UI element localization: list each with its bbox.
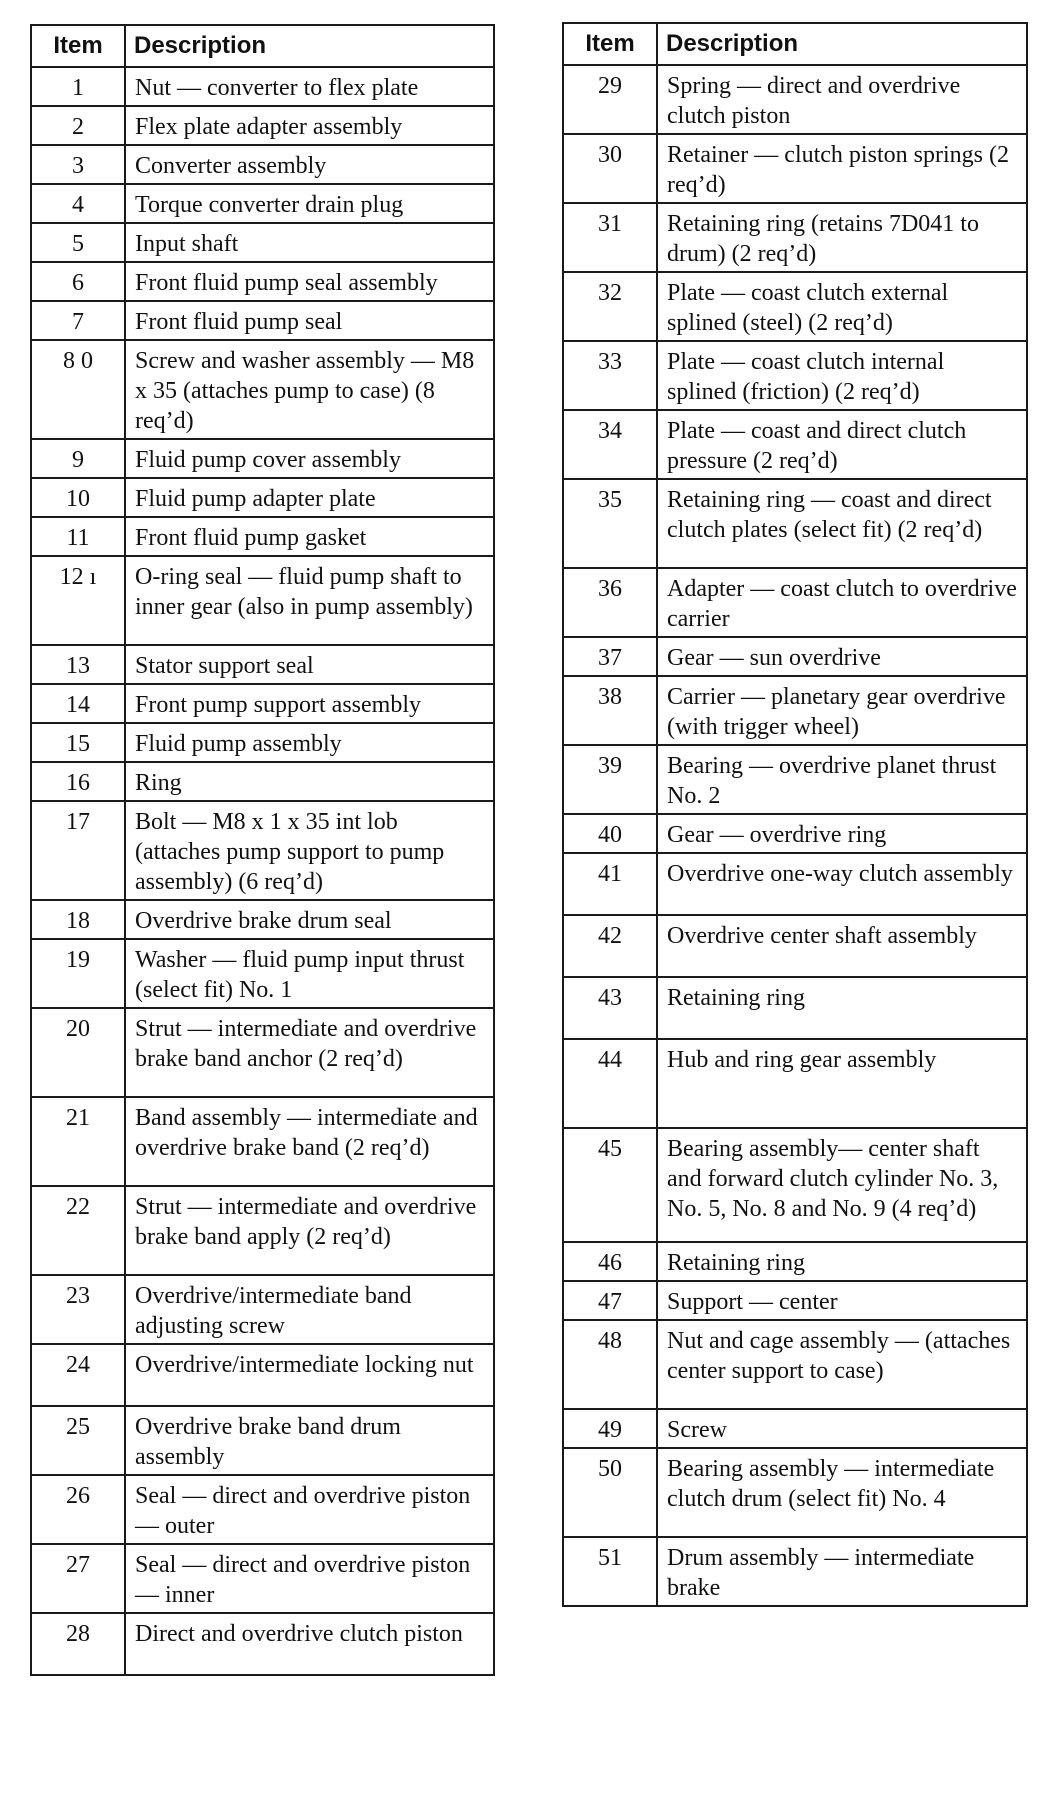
item-number: 50	[563, 1448, 657, 1537]
item-description: Bearing assembly — intermediate clutch drum (select fit) No. 4	[657, 1448, 1027, 1537]
table-row	[31, 556, 494, 645]
item-number: 2	[31, 106, 125, 145]
table-row	[31, 1613, 494, 1675]
item-description: Converter assembly	[125, 145, 494, 184]
table-row	[563, 814, 1027, 853]
table-row	[563, 745, 1027, 814]
item-description: Retaining ring	[657, 977, 1027, 1039]
table-row	[563, 341, 1027, 410]
table-row	[31, 1097, 494, 1186]
item-description: Front pump support assembly	[125, 684, 494, 723]
item-description: Overdrive brake drum seal	[125, 900, 494, 939]
item-number: 31	[563, 203, 657, 272]
item-description: Front fluid pump seal	[125, 301, 494, 340]
item-number: 29	[563, 65, 657, 134]
item-description: Input shaft	[125, 223, 494, 262]
table-row	[563, 915, 1027, 977]
table-row	[31, 106, 494, 145]
table-row	[31, 478, 494, 517]
item-description: Retaining ring	[657, 1242, 1027, 1281]
table-row	[563, 853, 1027, 915]
item-description: Band assembly — intermediate and overdrive brake band (2 req’d)	[125, 1097, 494, 1186]
item-description: Screw	[657, 1409, 1027, 1448]
parts-table-right-body	[563, 65, 1027, 1606]
table-row	[31, 1344, 494, 1406]
table-row	[31, 517, 494, 556]
item-description: Gear — sun overdrive	[657, 637, 1027, 676]
table-row	[31, 684, 494, 723]
item-description: Strut — intermediate and overdrive brake band apply (2 req’d)	[125, 1186, 494, 1275]
item-number: 16	[31, 762, 125, 801]
item-description: Spring — direct and overdrive clutch piston	[657, 65, 1027, 134]
item-number: 13	[31, 645, 125, 684]
item-number: 11	[31, 517, 125, 556]
item-number: 45	[563, 1128, 657, 1242]
table-row	[563, 1281, 1027, 1320]
item-number: 34	[563, 410, 657, 479]
table-row	[563, 1409, 1027, 1448]
item-number: 30	[563, 134, 657, 203]
item-number: 32	[563, 272, 657, 341]
item-number: 22	[31, 1186, 125, 1275]
item-description: Torque converter drain plug	[125, 184, 494, 223]
table-row	[31, 1406, 494, 1475]
item-description: O-ring seal — fluid pump shaft to inner gear (also in pump assembly)	[125, 556, 494, 645]
item-number: 17	[31, 801, 125, 900]
item-description: Plate — coast clutch external splined (steel) (2 req’d)	[657, 272, 1027, 341]
item-description: Overdrive one-way clutch assembly	[657, 853, 1027, 915]
table-row	[31, 145, 494, 184]
item-description: Gear — overdrive ring	[657, 814, 1027, 853]
header-row	[31, 25, 494, 67]
table-row	[31, 1008, 494, 1097]
item-number: 19	[31, 939, 125, 1008]
table-row	[31, 340, 494, 439]
item-number: 1	[31, 67, 125, 106]
table-row	[31, 801, 494, 900]
item-number: 38	[563, 676, 657, 745]
item-number: 44	[563, 1039, 657, 1128]
item-number: 21	[31, 1097, 125, 1186]
item-description: Nut and cage assembly — (attaches center support to case)	[657, 1320, 1027, 1409]
table-row	[31, 1186, 494, 1275]
item-description: Washer — fluid pump input thrust (select fit) No. 1	[125, 939, 494, 1008]
table-row	[31, 262, 494, 301]
table-row	[563, 410, 1027, 479]
item-number: 42	[563, 915, 657, 977]
table-row	[563, 65, 1027, 134]
item-number: 47	[563, 1281, 657, 1320]
item-description: Ring	[125, 762, 494, 801]
item-number: 24	[31, 1344, 125, 1406]
item-number: 18	[31, 900, 125, 939]
table-row	[31, 939, 494, 1008]
item-number: 33	[563, 341, 657, 410]
item-description: Front fluid pump gasket	[125, 517, 494, 556]
item-description: Nut — converter to flex plate	[125, 67, 494, 106]
item-description: Seal — direct and overdrive piston — inner	[125, 1544, 494, 1613]
item-description: Stator support seal	[125, 645, 494, 684]
item-number: 20	[31, 1008, 125, 1097]
table-row	[563, 1448, 1027, 1537]
item-column-header: Item	[31, 25, 125, 67]
item-description: Retaining ring (retains 7D041 to drum) (2 req’d)	[657, 203, 1027, 272]
item-description: Fluid pump assembly	[125, 723, 494, 762]
item-number: 25	[31, 1406, 125, 1475]
item-number: 14	[31, 684, 125, 723]
item-number: 49	[563, 1409, 657, 1448]
table-row	[563, 1320, 1027, 1409]
parts-table-right	[562, 22, 1028, 1607]
item-description: Screw and washer assembly — M8 x 35 (attaches pump to case) (8 req’d)	[125, 340, 494, 439]
item-description: Bolt — M8 x 1 x 35 int lob (attaches pump support to pump assembly) (6 req’d)	[125, 801, 494, 900]
table-row	[563, 203, 1027, 272]
item-description: Fluid pump adapter plate	[125, 478, 494, 517]
item-number: 48	[563, 1320, 657, 1409]
item-description: Overdrive/intermediate locking nut	[125, 1344, 494, 1406]
table-row	[563, 134, 1027, 203]
item-description: Plate — coast clutch internal splined (friction) (2 req’d)	[657, 341, 1027, 410]
item-number: 23	[31, 1275, 125, 1344]
item-description: Overdrive brake band drum assembly	[125, 1406, 494, 1475]
item-column-header: Item	[563, 23, 657, 65]
item-number: 35	[563, 479, 657, 568]
item-number: 40	[563, 814, 657, 853]
item-number: 7	[31, 301, 125, 340]
item-description: Overdrive/intermediate band adjusting screw	[125, 1275, 494, 1344]
item-number: 9	[31, 439, 125, 478]
table-row	[563, 1128, 1027, 1242]
item-number: 27	[31, 1544, 125, 1613]
table-row	[563, 272, 1027, 341]
item-description: Adapter — coast clutch to overdrive carrier	[657, 568, 1027, 637]
item-description: Strut — intermediate and overdrive brake band anchor (2 req’d)	[125, 1008, 494, 1097]
item-description: Carrier — planetary gear overdrive (with trigger wheel)	[657, 676, 1027, 745]
item-description: Bearing assembly— center shaft and forward clutch cylinder No. 3, No. 5, No. 8 and No. 9 (4 req’d)	[657, 1128, 1027, 1242]
description-column-header: Description	[125, 25, 494, 67]
item-number: 36	[563, 568, 657, 637]
parts-table-left	[30, 24, 495, 1676]
item-description: Plate — coast and direct clutch pressure (2 req’d)	[657, 410, 1027, 479]
item-number: 6	[31, 262, 125, 301]
table-row	[31, 900, 494, 939]
item-description: Direct and overdrive clutch piston	[125, 1613, 494, 1675]
table-row	[563, 1537, 1027, 1606]
item-number: 28	[31, 1613, 125, 1675]
table-row	[563, 1039, 1027, 1128]
item-description: Hub and ring gear assembly	[657, 1039, 1027, 1128]
table-row	[31, 762, 494, 801]
item-description: Retainer — clutch piston springs (2 req’d)	[657, 134, 1027, 203]
item-number: 41	[563, 853, 657, 915]
item-number: 37	[563, 637, 657, 676]
item-description: Drum assembly — intermediate brake	[657, 1537, 1027, 1606]
table-row	[31, 1475, 494, 1544]
item-description: Flex plate adapter assembly	[125, 106, 494, 145]
item-description: Front fluid pump seal assembly	[125, 262, 494, 301]
table-row	[31, 645, 494, 684]
table-row	[31, 1544, 494, 1613]
item-number: 4	[31, 184, 125, 223]
table-row	[563, 637, 1027, 676]
table-row	[31, 723, 494, 762]
table-row	[31, 1275, 494, 1344]
table-row	[563, 1242, 1027, 1281]
item-description: Retaining ring — coast and direct clutch plates (select fit) (2 req’d)	[657, 479, 1027, 568]
item-number: 43	[563, 977, 657, 1039]
item-number: 51	[563, 1537, 657, 1606]
item-description: Fluid pump cover assembly	[125, 439, 494, 478]
item-number: 12 ı	[31, 556, 125, 645]
header-row	[563, 23, 1027, 65]
item-number: 46	[563, 1242, 657, 1281]
item-number: 5	[31, 223, 125, 262]
item-description: Bearing — overdrive planet thrust No. 2	[657, 745, 1027, 814]
table-row	[31, 184, 494, 223]
item-description: Seal — direct and overdrive piston — outer	[125, 1475, 494, 1544]
parts-table-left-body	[31, 67, 494, 1675]
table-row	[563, 479, 1027, 568]
item-number: 26	[31, 1475, 125, 1544]
table-row	[31, 223, 494, 262]
table-row	[563, 977, 1027, 1039]
item-description: Overdrive center shaft assembly	[657, 915, 1027, 977]
item-number: 8 0	[31, 340, 125, 439]
table-row	[31, 439, 494, 478]
item-number: 15	[31, 723, 125, 762]
table-row	[31, 67, 494, 106]
description-column-header: Description	[657, 23, 1027, 65]
item-number: 10	[31, 478, 125, 517]
table-row	[563, 676, 1027, 745]
item-number: 3	[31, 145, 125, 184]
item-description: Support — center	[657, 1281, 1027, 1320]
table-row	[563, 568, 1027, 637]
item-number: 39	[563, 745, 657, 814]
table-row	[31, 301, 494, 340]
